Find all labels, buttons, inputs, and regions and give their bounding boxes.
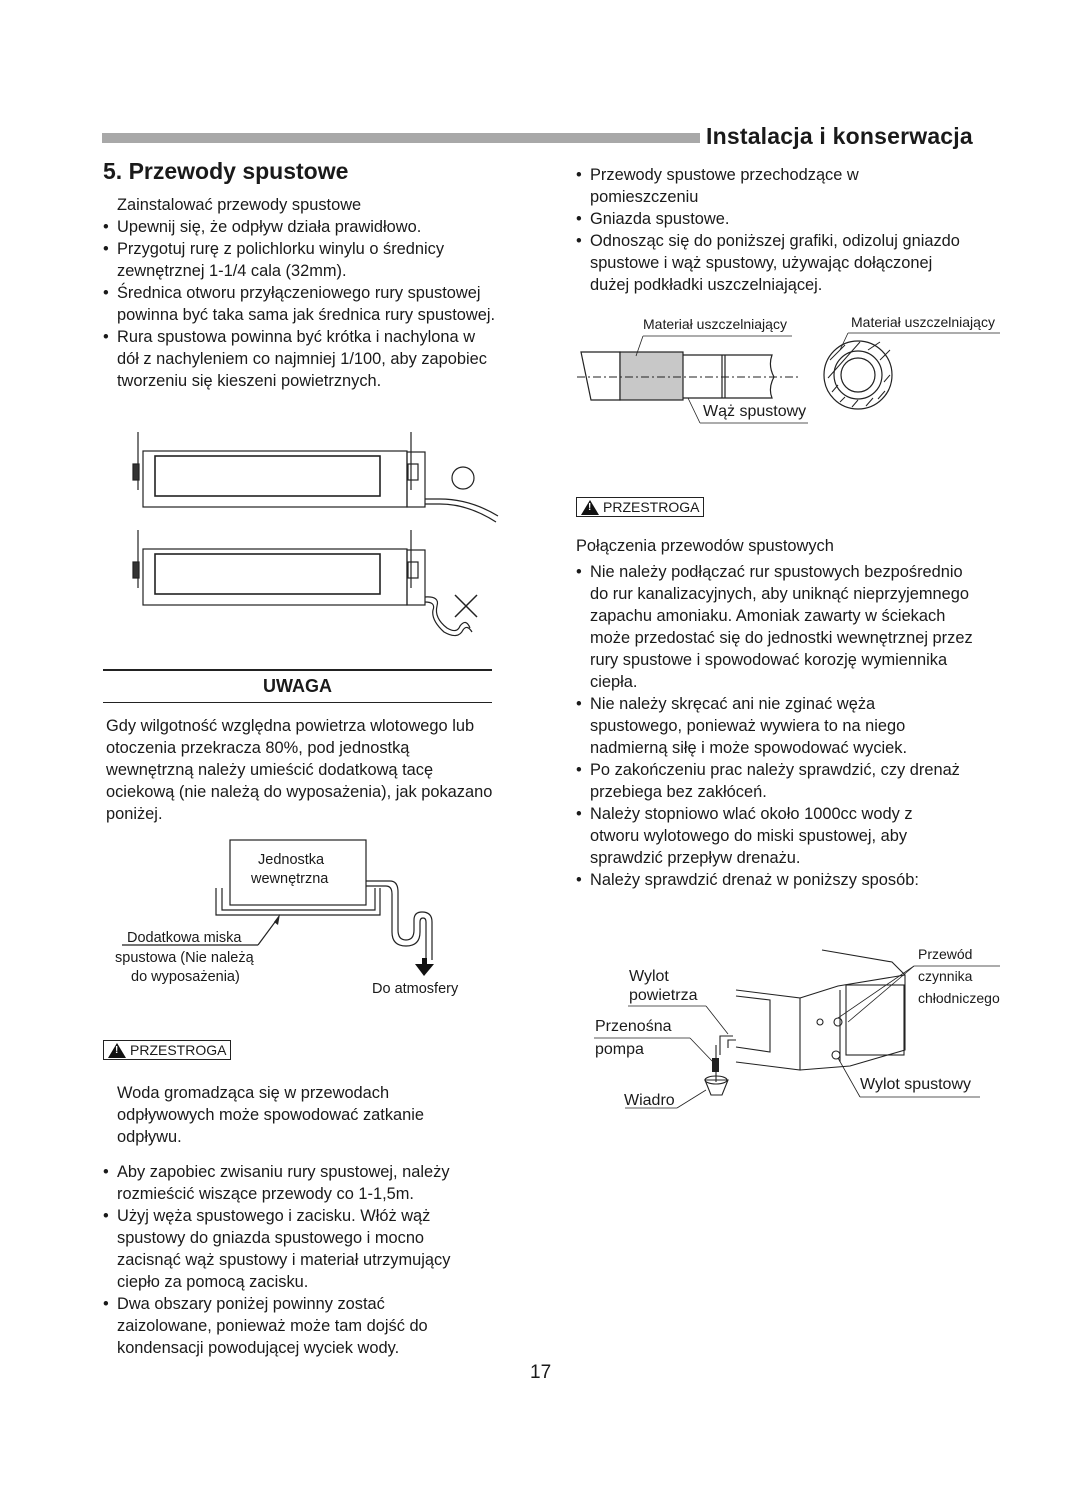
list-item: • Przewody spustowe przechodzące w pomieszczeniu: [576, 164, 900, 208]
list-item: • Należy stopniowo wlać około 1000cc wody z otworu wylotowego do miski spustowej, aby sprawdzić przepływ drenażu.: [576, 803, 965, 869]
air-outlet-label-2: powietrza: [629, 987, 698, 1004]
refrigerant-label-2: czynnika: [918, 968, 973, 984]
tray-label-3: do wyposażenia): [131, 969, 240, 985]
caution-label: PRZESTROGA: [603, 499, 700, 515]
list-item: • Nie należy skręcać ani nie zginać węża spustowego, ponieważ wywiera to na niego nadmierną siłę i może spowodować wyciek.: [576, 693, 962, 759]
page-number: 17: [530, 1362, 552, 1383]
outlet-label: Do atmosfery: [372, 981, 459, 997]
unit-label-1: Jednostka: [258, 852, 325, 868]
caution-text: Woda gromadząca się w przewodach odpływowych może spowodować zatkanie odpływu.: [117, 1084, 425, 1146]
list-item: • Przygotuj rurę z polichlorku winylu o średnicy zewnętrznej 1-1/4 cala (32mm).: [103, 238, 489, 282]
chapter-title: Instalacja i konserwacja: [706, 123, 973, 149]
section-heading: 5. Przewody spustowe: [103, 158, 349, 184]
tray-label-1: Dodatkowa miska: [127, 930, 242, 946]
unit-label-2: wewnętrzna: [251, 871, 329, 887]
list-item: • Upewnij się, że odpływ działa prawidłowo.: [103, 216, 503, 238]
pump-label-2: pompa: [595, 1041, 644, 1058]
air-outlet-label-1: Wylot: [629, 968, 669, 985]
list-item: • Należy sprawdzić drenaż w poniższy sposób:: [576, 869, 980, 891]
pump-label-1: Przenośna: [595, 1018, 672, 1035]
drain-outlet-label: Wylot spustowy: [860, 1076, 971, 1093]
seal-label-left: Materiał uszczelniający: [643, 316, 787, 332]
list-item: • Średnica otworu przyłączeniowego rury spustowej powinna być taka sama jak średnica rury spustowej.: [103, 282, 497, 326]
caution-label: PRZESTROGA: [130, 1042, 227, 1058]
refrigerant-label-1: Przewód: [918, 946, 973, 962]
seal-label-right: Materiał uszczelniający: [851, 314, 995, 330]
list-item: • Aby zapobiec zwisaniu rury spustowej, należy rozmieścić wiszące przewody co 1-1,5m.: [103, 1161, 498, 1205]
list-item: • Gniazda spustowe.: [576, 208, 976, 230]
list-item: • Użyj węża spustowego i zacisku. Włóż wąż spustowy do gniazda spustowego i mocno zacisnąć wąż spustowy i materiał utrzymujący ciepło za pomocą zacisku.: [103, 1205, 492, 1293]
list-item: • Nie należy podłączać rur spustowych bezpośrednio do rur kanalizacyjnych, aby uniknąć nieprzyjemnego zapachu amoniaku. Amoniak zawarty w ściekach może przedostać się do jednostki wewnętrznej przez rury spustowe i spowodować korozję wymiennika ciepła.: [576, 561, 975, 693]
tray-label-2: spustowa (Nie należą: [115, 950, 254, 966]
list-item: • Dwa obszary poniżej powinny zostać zaizolowane, ponieważ może tam dojść do kondensacji powodującej wyciek wody.: [103, 1293, 477, 1359]
hose-label: Wąż spustowy: [703, 403, 807, 420]
list-item: • Rura spustowa powinna być krótka i nachylona w dół z nachyleniem co najmniej 1/100, aby zapobiec tworzeniu się kieszeni powietrznych.: [103, 326, 497, 392]
list-item: • Odnosząc się do poniższej grafiki, odizoluj gniazdo spustowe i wąż spustowy, używając dołączonej dużej podkładki uszczelniającej.: [576, 230, 975, 296]
bucket-label: Wiadro: [624, 1092, 675, 1109]
intro-text: Zainstalować przewody spustowe: [117, 196, 362, 214]
refrigerant-label-3: chłodniczego: [918, 990, 1000, 1006]
note-text: Gdy wilgotność względna powietrza wlotowego lub otoczenia przekracza 80%, pod jednostką wewnętrzną należy umieścić dodatkową tacę ociekową (nie należą do wyposażenia), jak pokazano poniżej.: [106, 717, 493, 823]
list-item: • Po zakończeniu prac należy sprawdzić, czy drenaż przebiega bez zakłóceń.: [576, 759, 965, 803]
note-title: UWAGA: [263, 676, 332, 696]
connections-title: Połączenia przewodów spustowych: [576, 537, 834, 555]
